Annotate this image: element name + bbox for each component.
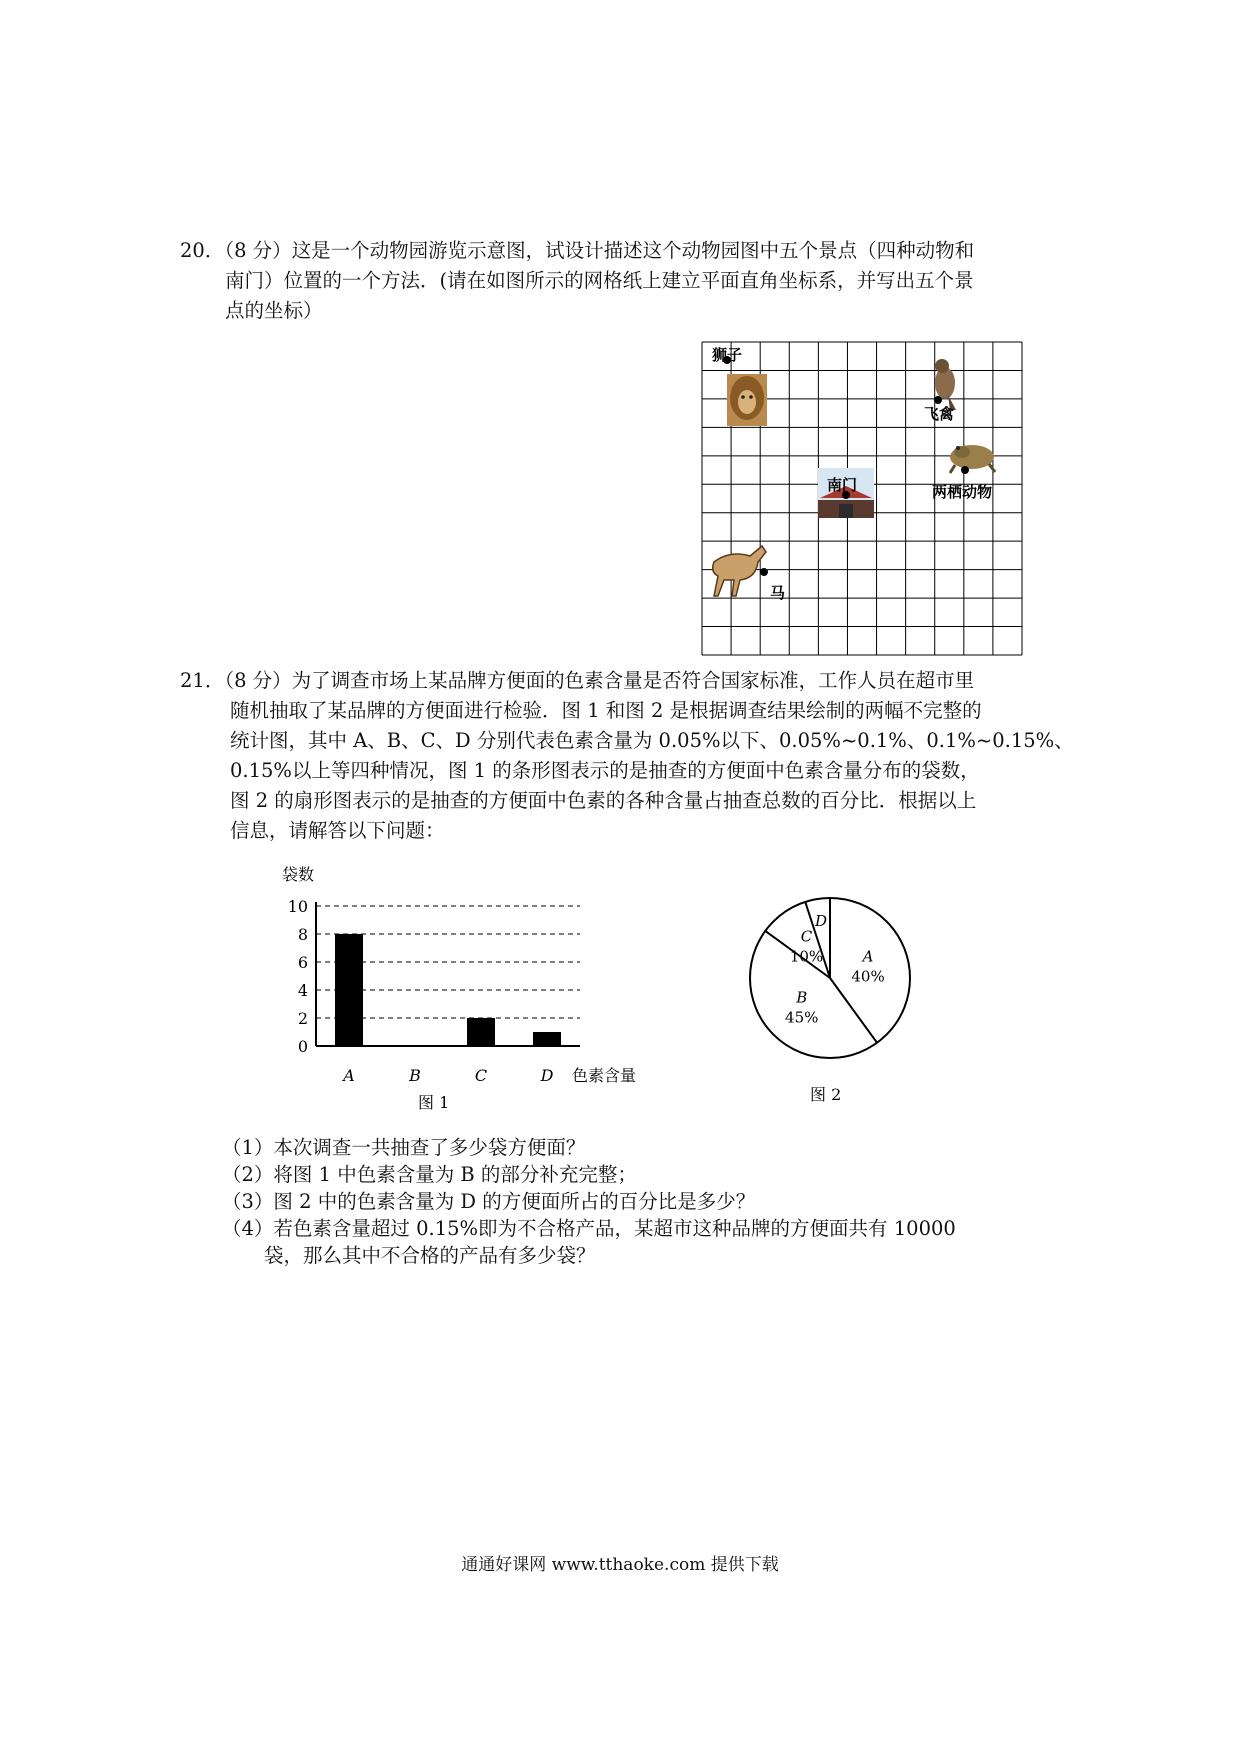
footer-text: 通通好课网 www.tthaoke.com 提供下载 bbox=[461, 1555, 779, 1575]
lion-image bbox=[727, 374, 767, 426]
bar-xlabel: 色素含量 bbox=[572, 1066, 637, 1085]
zoo-grid-map bbox=[700, 340, 1030, 658]
bar-xticks bbox=[341, 1066, 553, 1085]
q21-text bbox=[180, 666, 1080, 846]
subquestion-1: （1）本次调查一共抽查了多少袋方便面？ bbox=[222, 1136, 586, 1159]
horse-label: 马 bbox=[770, 584, 786, 602]
pie-slice-percent-B: 45% bbox=[785, 1008, 819, 1027]
q20-text bbox=[180, 236, 1080, 326]
bar-yticks bbox=[288, 897, 308, 1056]
bar-title: 图 1 bbox=[418, 1093, 450, 1112]
south-gate-label: 南门 bbox=[827, 476, 858, 494]
bar-D bbox=[533, 1032, 561, 1046]
pie-labels bbox=[785, 912, 885, 1026]
q21-number: 21． bbox=[180, 669, 225, 692]
pie-slice-boundary bbox=[830, 978, 877, 1043]
horse-image bbox=[713, 546, 766, 596]
bar-ytick-label: 0 bbox=[297, 1037, 308, 1056]
pie-title: 图 2 bbox=[810, 1085, 842, 1104]
bar-C bbox=[467, 1018, 495, 1046]
q20-line1: 20．（8 分）这是一个动物园游览示意图，试设计描述这个动物园图中五个景点（四种动物和 bbox=[180, 239, 975, 262]
bar-category-label: B bbox=[409, 1066, 421, 1085]
bar-category-label: A bbox=[343, 1066, 355, 1085]
subquestion-4: （4）若色素含量超过 0.15%即为不合格产品，某超市这种品牌的方便面共有 10000 bbox=[222, 1217, 956, 1240]
q21-line6: 信息，请解答以下问题： bbox=[230, 819, 445, 842]
pie-slice-label-C: C bbox=[800, 927, 813, 946]
bar-category-label: C bbox=[474, 1066, 488, 1085]
q20-number: 20． bbox=[180, 239, 225, 262]
lion-label: 狮子 bbox=[712, 346, 743, 364]
q21-subquestions bbox=[222, 1134, 1072, 1269]
frog-image bbox=[950, 445, 995, 473]
subquestion-4-cont: 袋，那么其中不合格的产品有多少袋？ bbox=[264, 1244, 596, 1267]
pie-marks bbox=[750, 898, 910, 1058]
q21-line4: 0.15%以上等四种情况，图 1 的条形图表示的是抽查的方便面中色素含量分布的袋数， bbox=[230, 759, 980, 782]
amphibian-label: 两栖动物 bbox=[932, 483, 993, 501]
pie-slice-label-A: A bbox=[862, 947, 874, 966]
q21-line2: 随机抽取了某品牌的方便面进行检验．图 1 和图 2 是根据调查结果绘制的两幅不完整的 bbox=[230, 699, 982, 722]
subquestion-2: （2）将图 1 中色素含量为 B 的部分补充完整； bbox=[222, 1163, 637, 1186]
pie-slice-percent-A: 40% bbox=[851, 967, 885, 986]
q21-line3: 统计图，其中 A、B、C、D 分别代表色素含量为 0.05%以下、0.05%~0.1%、0.1%~0.15%、 bbox=[230, 729, 1074, 752]
pie-slice-label-B: B bbox=[796, 988, 808, 1007]
q21-line5: 图 2 的扇形图表示的是抽查的方便面中色素的各种含量占抽查总数的百分比．根据以上 bbox=[230, 789, 977, 812]
bird-dot bbox=[934, 396, 942, 404]
q21-line1: 21．（8 分）为了调查市场上某品牌方便面的色素含量是否符合国家标准，工作人员在超市里 bbox=[180, 669, 975, 692]
pie-chart-figure-2 bbox=[720, 870, 950, 1120]
bar-ytick-label: 2 bbox=[297, 1009, 308, 1028]
bar-category-label: D bbox=[540, 1066, 554, 1085]
bar-ytick-label: 8 bbox=[297, 925, 308, 944]
amphibian-dot bbox=[961, 466, 969, 474]
q20-line2: 南门）位置的一个方法．(请在如图所示的网格纸上建立平面直角坐标系，并写出五个景 bbox=[225, 269, 974, 292]
horse-dot bbox=[760, 568, 768, 576]
pie-slice-label-D: D bbox=[814, 912, 828, 931]
q20-line3: 点的坐标） bbox=[225, 299, 323, 322]
bar-chart-figure-1 bbox=[270, 860, 650, 1120]
bar-ytick-label: 10 bbox=[287, 897, 308, 916]
bar-ylabel: 袋数 bbox=[282, 865, 315, 884]
bird-label: 飞禽 bbox=[924, 405, 955, 423]
subquestion-3: （3）图 2 中的色素含量为 D 的方便面所占的百分比是多少？ bbox=[222, 1190, 756, 1213]
bar-A bbox=[335, 934, 363, 1046]
bar-ytick-label: 4 bbox=[297, 981, 308, 1000]
bar-ytick-label: 6 bbox=[297, 953, 308, 972]
pie-slice-percent-C: 10% bbox=[789, 947, 824, 966]
